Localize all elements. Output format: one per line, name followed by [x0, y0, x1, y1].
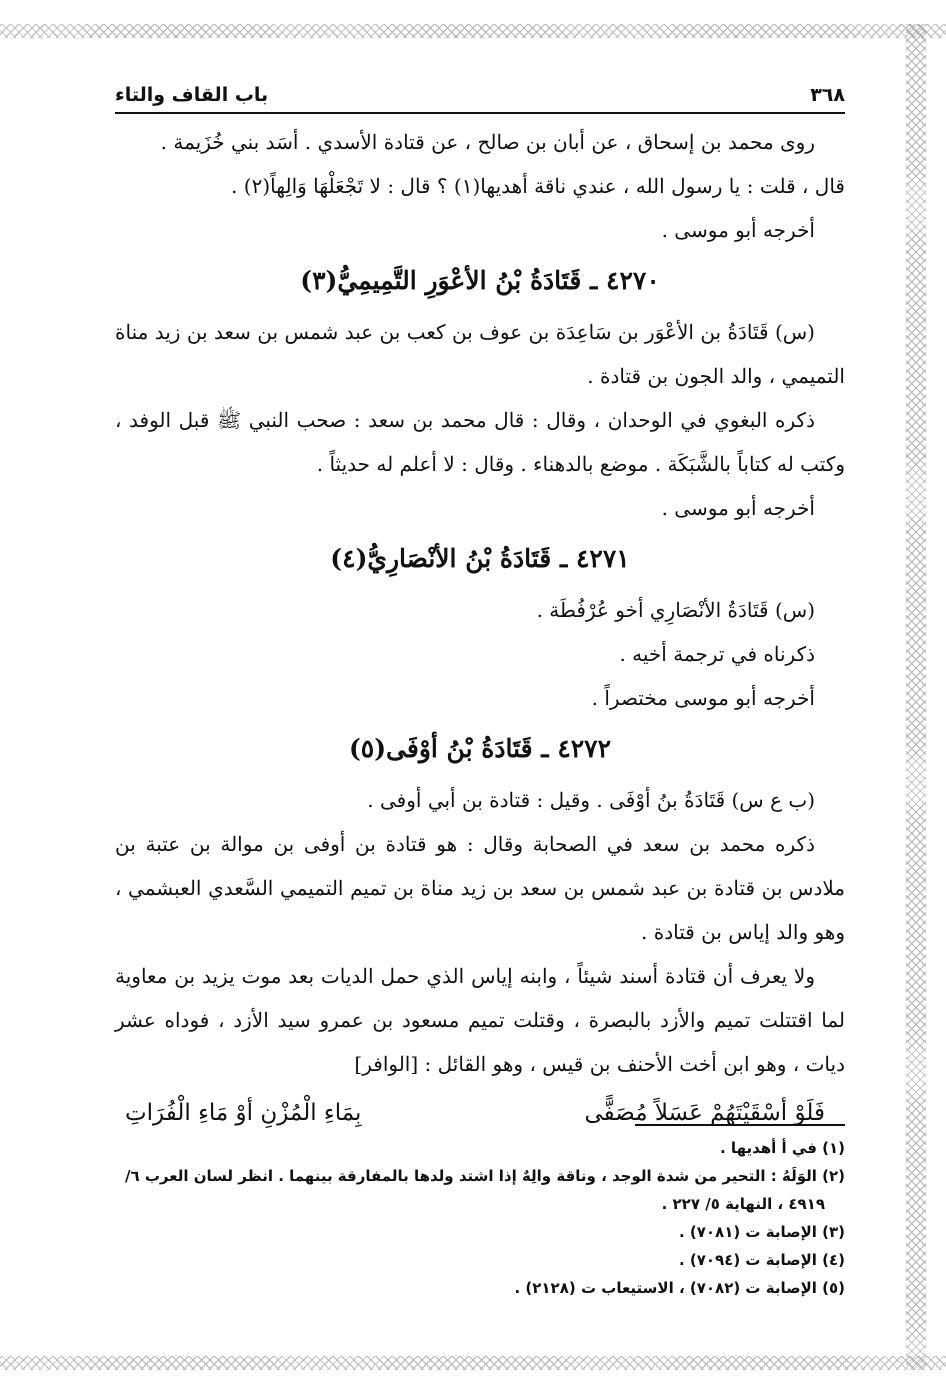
- paragraph: (ب ع س) قَتَادَةُ بنُ أوْفَى . وقيل : قتادة بن أبي أوفى .: [367, 788, 815, 812]
- verse-second-hemistich: بِمَاءِ الْمُزْنِ أوْ مَاءِ الْفُرَاتِ: [125, 1100, 362, 1126]
- page-border-bottom: [0, 1356, 946, 1370]
- footnote-2-continued: ٤٩١٩ ، النهاية ٥/ ٢٢٧ .: [661, 1195, 825, 1213]
- paragraph: أخرجه أبو موسى مختصراً .: [591, 686, 815, 710]
- paragraph: (س) قَتَادَةُ بن الأعْوَر بن سَاعِدَة بن عوف بن كعب بن عبد شمس بن سعد بن زيد مناة التميمي ، والد الجون بن قتادة .: [115, 320, 845, 388]
- paragraph: ذكرناه في ترجمة أخيه .: [619, 642, 815, 666]
- page-border-top: [0, 24, 946, 38]
- footnote-4: (٤) الإصابة ت (٧٠٩٤) .: [678, 1251, 845, 1269]
- footnote-1: (١) في أ أهديها .: [720, 1139, 845, 1157]
- entry-title-4270: ٤٢٧٠ ـ قَتَادَةُ بْنُ الأعْوَرِ التَّمِيمِيُّ(٣): [300, 266, 660, 295]
- book-page: [115, 76, 845, 1346]
- poem-verse: [115, 1086, 845, 1140]
- paragraph: ذكره البغوي في الوحدان ، وقال : قال محمد بن سعد : صحب النبي ﷺ قبل الوفد ، وكتب له كتاباً بالشَّبَكَة . موضع بالدهناء . وقال : لا أعلم له حديثاً .: [115, 408, 845, 476]
- entry-title-4272: ٤٢٧٢ ـ قَتَادَةُ بْنُ أوْفَى(٥): [348, 734, 612, 763]
- footnote-2: (٢) الوَلَهُ : التحير من شدة الوجد ، وناقة والِهٌ إذا اشتد ولدها بالمفارقة بينهما . انظر لسان العرب ٦/: [124, 1167, 845, 1185]
- footnotes: [115, 1134, 845, 1302]
- paragraph: ذكره محمد بن سعد في الصحابة وقال : هو قتادة بن أوفى بن موالة بن عتبة بن ملادس بن قتادة بن عبد شمس بن سعد بن زيد مناة بن تميم التميمي السَّعدي العبشمي ، وهو والد إياس بن قتادة .: [115, 832, 845, 944]
- paragraph: (س) قَتَادَةُ الأنْصَارِي أخو عُرْفُطَة .: [536, 598, 815, 622]
- paragraph: ولا يعرف أن قتادة أسند شيئاً ، وابنه إياس الذي حمل الديات بعد موت يزيد بن معاوية لما اقتتلت تميم والأزد بالبصرة ، وقتلت تميم مسعود بن عمرو سيد الأزد ، فوداه عشر ديات ، وهو ابن أخت الأحنف بن قيس ، وهو القائل : [الوافر]: [115, 964, 845, 1076]
- footnote-separator: [635, 1124, 845, 1126]
- page-body: [115, 120, 845, 1140]
- chapter-title: باب القاف والتاء: [115, 84, 269, 106]
- paragraph-line: قال ، قلت : يا رسول الله ، عندي ناقة أهديها(١) ؟ قال : لا تَجْعَلْهَا وَالِهاً(٢) .: [231, 174, 845, 198]
- footnote-5: (٥) الإصابة ت (٧٠٨٢) ، الاستيعاب ت (٢١٢٨) .: [514, 1279, 845, 1297]
- footnote-3: (٣) الإصابة ت (٧٠٨١) .: [678, 1223, 845, 1241]
- page-header: [115, 76, 845, 114]
- page-number: ٣٦٨: [810, 84, 845, 106]
- entry-title-4271: ٤٢٧١ ـ قَتَادَةُ بْنُ الأنْصَارِيُّ(٤): [330, 544, 630, 573]
- paragraph: أخرجه أبو موسى .: [661, 496, 815, 520]
- paragraph-line: روى محمد بن إسحاق ، عن أبان بن صالح ، عن قتادة الأسدي . أسَد بني خُزَيمة .: [160, 130, 815, 154]
- page-border-right: [906, 24, 926, 1370]
- paragraph: أخرجه أبو موسى .: [661, 218, 815, 242]
- verse-first-hemistich: فَلَوْ أسْقَيْتَهُمْ عَسَلاً مُصَفًّى: [584, 1100, 825, 1126]
